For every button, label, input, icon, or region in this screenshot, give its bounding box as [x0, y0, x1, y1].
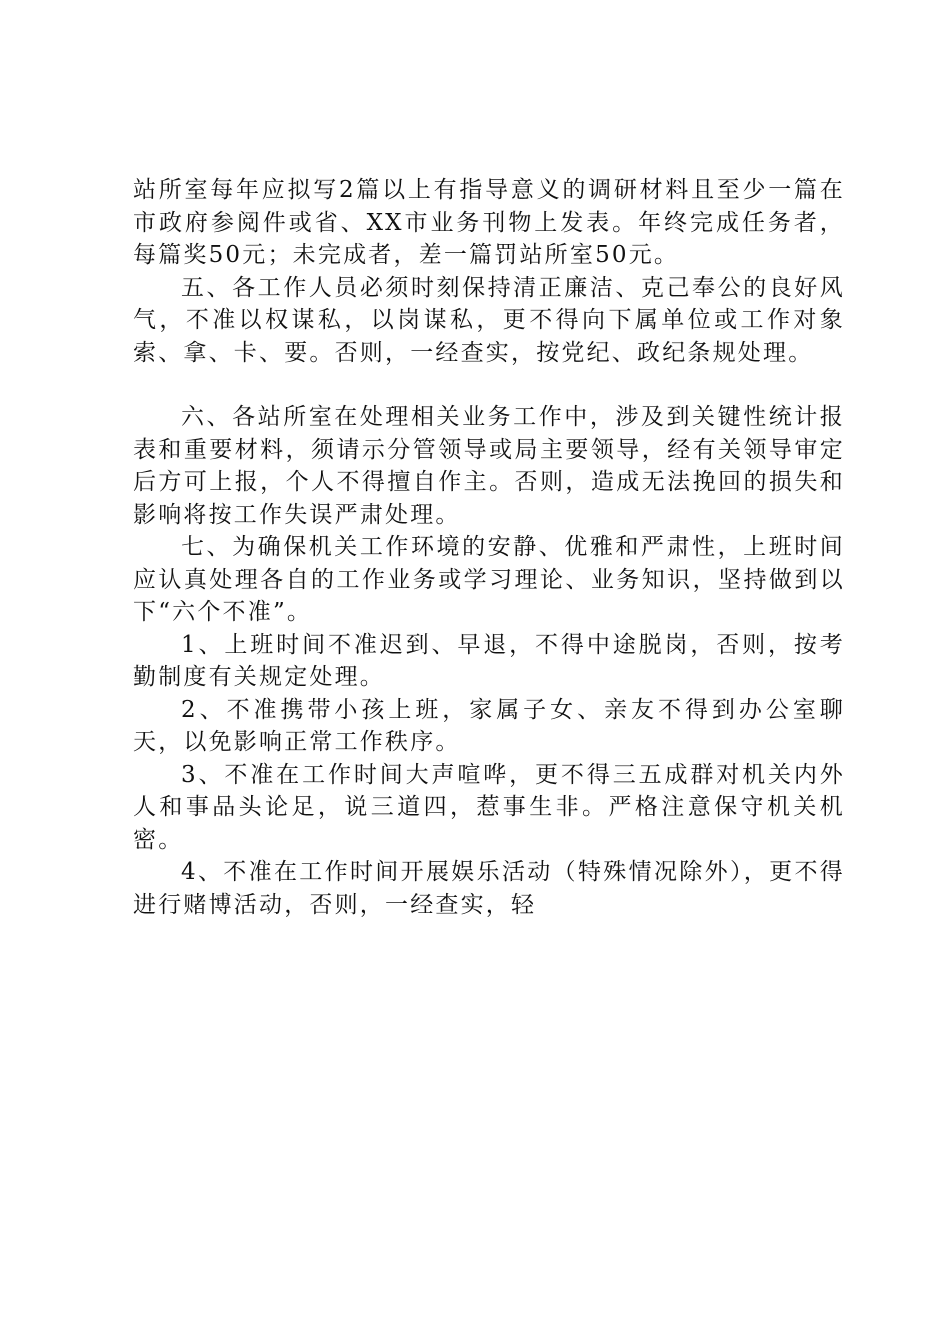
- paragraph-1: 站所室每年应拟写2篇以上有指导意义的调研材料且至少一篇在市政府参阅件或省、XX市业务刊物上发表。年终完成任务者，每篇奖50元；未完成者，差一篇罚站所室50元。: [133, 177, 845, 268]
- paragraph-6: 2、不准携带小孩上班，家属子女、亲友不得到办公室聊天，以免影响正常工作秩序。: [133, 696, 845, 755]
- paragraph-3: 六、各站所室在处理相关业务工作中，涉及到关键性统计报表和重要材料，须请示分管领导或局主要领导，经有关领导审定后方可上报，个人不得擅自作主。否则，造成无法挽回的损失和影响将按工作失误严肃处理。: [133, 404, 845, 528]
- paragraph-spacer: [133, 369, 845, 401]
- paragraph-2: 五、各工作人员必须时刻保持清正廉洁、克己奉公的良好风气，不准以权谋私，以岗谋私，更不得向下属单位或工作对象索、拿、卡、要。否则，一经查实，按党纪、政纪条规处理。: [133, 274, 845, 366]
- paragraph-5: 1、上班时间不准迟到、早退，不得中途脱岗，否则，按考勤制度有关规定处理。: [133, 631, 845, 690]
- paragraph-7: 3、不准在工作时间大声喧哗，更不得三五成群对机关内外人和事品头论足，说三道四，惹事生非。严格注意保守机关机密。: [133, 761, 845, 853]
- paragraph-4: 七、为确保机关工作环境的安静、优雅和严肃性，上班时间应认真处理各自的工作业务或学习理论、业务知识，坚持做到以下“六个不准”。: [133, 534, 845, 625]
- document-body: [133, 174, 845, 921]
- paragraph-8: 4、不准在工作时间开展娱乐活动（特殊情况除外），更不得进行赌博活动，否则，一经查实，轻: [133, 859, 845, 918]
